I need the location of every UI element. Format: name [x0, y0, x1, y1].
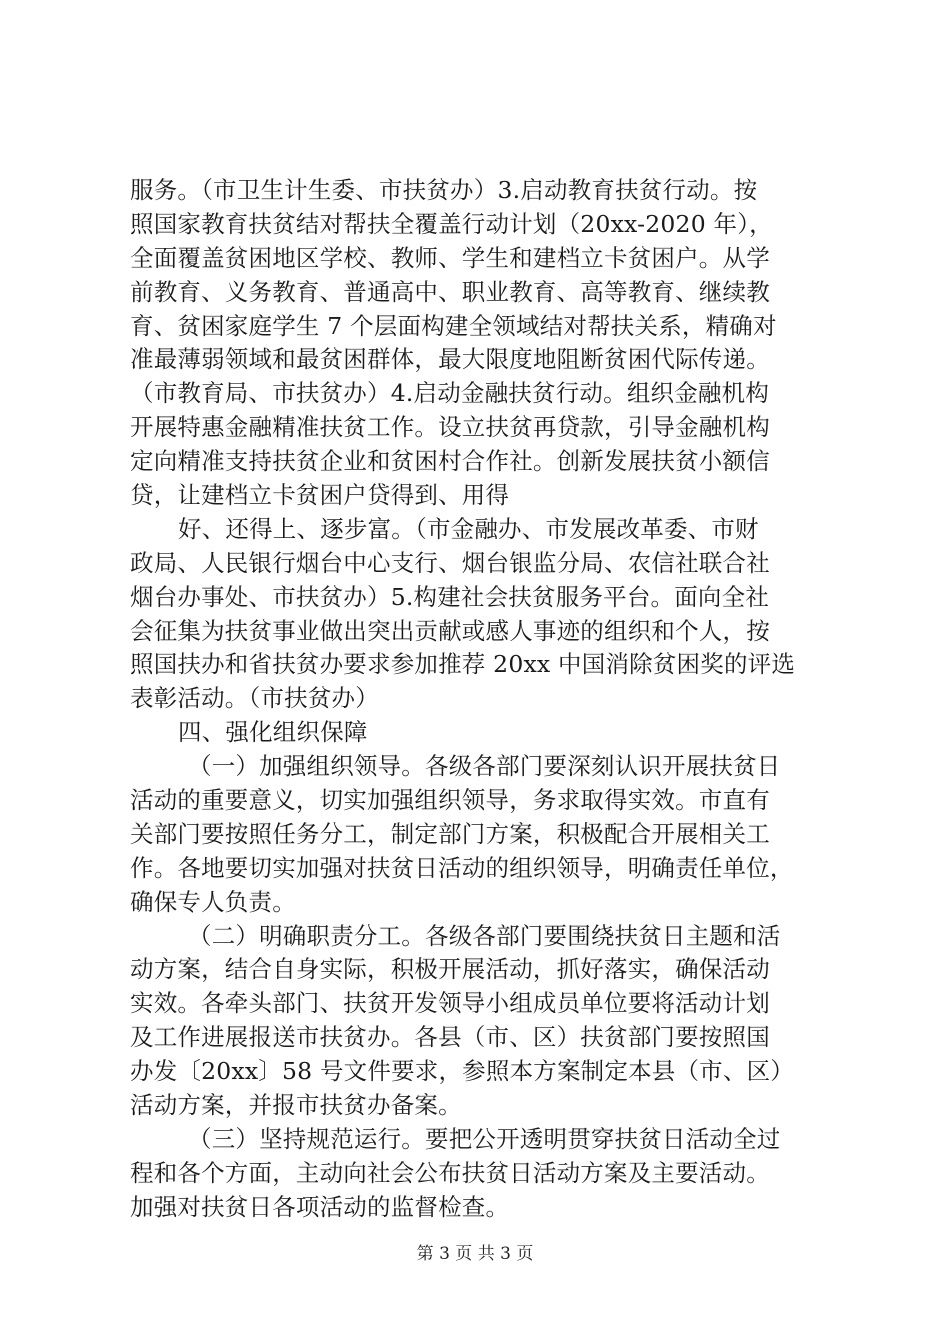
- text-line: 贷，让建档立卡贫困户贷得到、用得: [130, 481, 510, 510]
- text-line: 及工作进展报送市扶贫办。各县（市、区）扶贫部门要按照国: [130, 1023, 770, 1052]
- text-line: （二）明确职责分工。各级各部门要围绕扶贫日主题和活: [188, 921, 781, 950]
- text-line: 加强对扶贫日各项活动的监督检查。: [130, 1192, 510, 1221]
- text-line: 程和各个方面，主动向社会公布扶贫日活动方案及主要活动。: [130, 1158, 770, 1187]
- text-line: 表彰活动。（市扶贫办）: [130, 684, 379, 713]
- body-text: [130, 174, 830, 1225]
- text-line: （市教育局、市扶贫办）4.启动金融扶贫行动。组织金融机构: [130, 379, 770, 408]
- text-line: 育、贫困家庭学生 7 个层面构建全领域结对帮扶关系，精确对: [130, 311, 777, 340]
- text-line: （三）坚持规范运行。要把公开透明贯穿扶贫日活动全过: [188, 1124, 781, 1153]
- text-line: 前教育、义务教育、普通高中、职业教育、高等教育、继续教: [130, 277, 770, 306]
- text-line: 烟台办事处、市扶贫办）5.构建社会扶贫服务平台。面向全社: [130, 582, 770, 611]
- text-line: 全面覆盖贫困地区学校、教师、学生和建档立卡贫困户。从学: [130, 243, 770, 272]
- text-line: 作。各地要切实加强对扶贫日活动的组织领导，明确责任单位，: [130, 853, 794, 882]
- text-line: 确保专人负责。: [130, 887, 296, 916]
- text-line: 服务。（市卫生计生委、市扶贫办）3.启动教育扶贫行动。按: [130, 176, 758, 204]
- text-line: 活动方案，并报市扶贫办备案。: [130, 1091, 462, 1120]
- text-line: 照国家教育扶贫结对帮扶全覆盖行动计划（20xx-2020 年），: [130, 209, 773, 238]
- text-line: 政局、人民银行烟台中心支行、烟台银监分局、农信社联合社: [130, 548, 770, 577]
- text-line: 开展特惠金融精准扶贫工作。设立扶贫再贷款，引导金融机构: [130, 413, 770, 442]
- text-line: 实效。各牵头部门、扶贫开发领导小组成员单位要将活动计划: [130, 989, 770, 1018]
- text-line: 好、还得上、逐步富。（市金融办、市发展改革委、市财: [178, 514, 759, 543]
- text-line: 办发〔20xx〕58 号文件要求，参照本方案制定本县（市、区）: [130, 1057, 794, 1086]
- text-line: 动方案，结合自身实际，积极开展活动，抓好落实，确保活动: [130, 955, 770, 984]
- text-line: 定向精准支持扶贫企业和贫困村合作社。创新发展扶贫小额信: [130, 447, 770, 476]
- text-line: 活动的重要意义，切实加强组织领导，务求取得实效。市直有: [130, 786, 770, 815]
- page-number-footer: 第 3 页 共 3 页: [416, 1244, 534, 1264]
- section-heading: 四、强化组织保障: [178, 718, 368, 747]
- text-line: 准最薄弱领域和最贫困群体，最大限度地阻断贫困代际传递。: [130, 345, 770, 374]
- text-line: 照国扶办和省扶贫办要求参加推荐 20xx 中国消除贫困奖的评选: [130, 650, 796, 679]
- text-line: 会征集为扶贫事业做出突出贡献或感人事迹的组织和个人，按: [130, 616, 770, 645]
- text-line: （一）加强组织领导。各级各部门要深刻认识开展扶贫日: [188, 752, 781, 781]
- text-line: 关部门要按照任务分工，制定部门方案，积极配合开展相关工: [130, 819, 770, 848]
